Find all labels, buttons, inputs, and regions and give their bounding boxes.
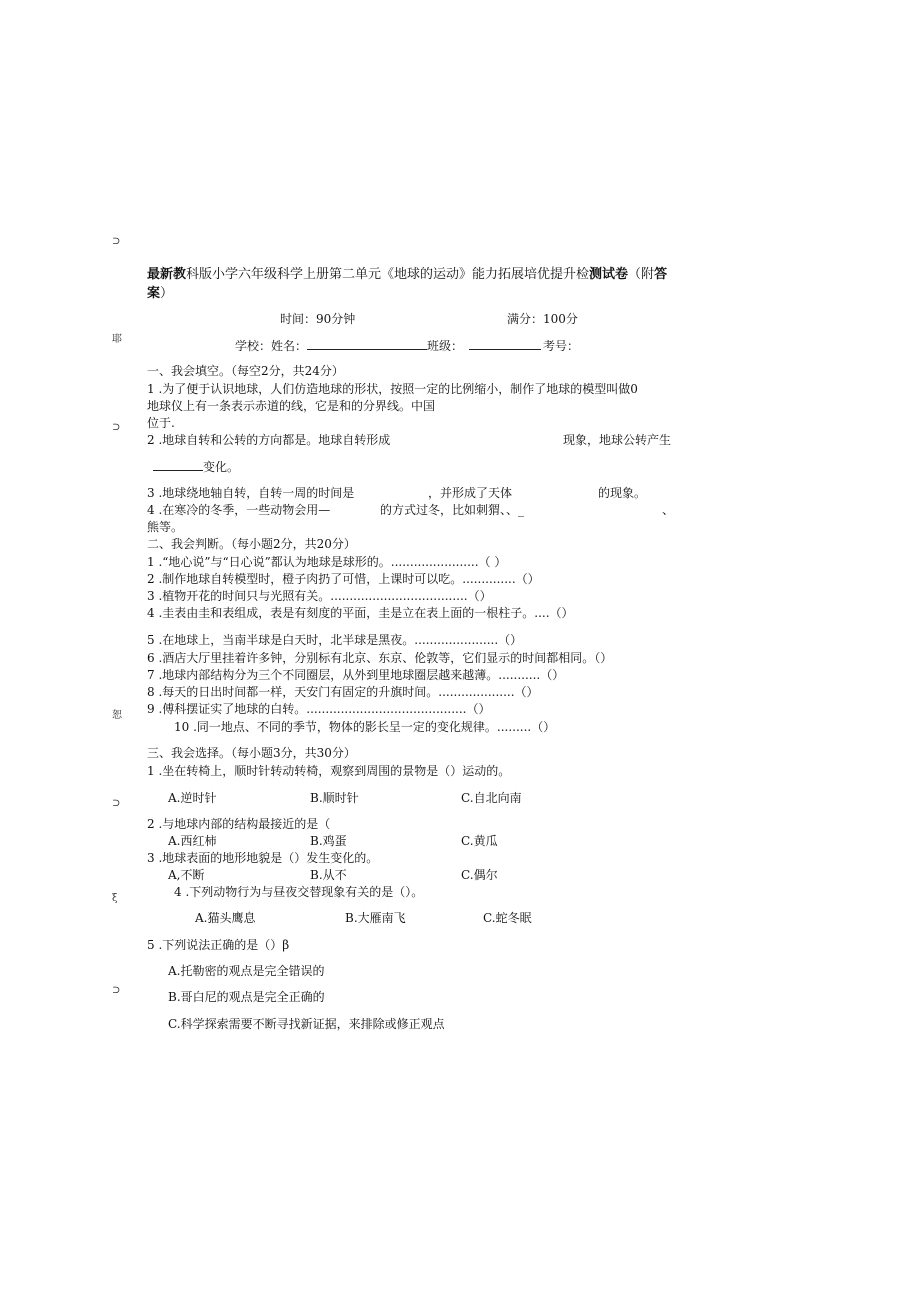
binding-mark: ⊃ xyxy=(112,422,121,433)
judge-item: 5 .在地球上，当南半球是白天时，北半球是黑夜。......................（） xyxy=(147,633,523,647)
judge-item: 10 .同一地点、不同的季节，物体的影长呈一定的变化规律。.........（） xyxy=(174,720,556,734)
fill-q1-line2: 地球仪上有一条表示赤道的线，它是和的分界线。中国 xyxy=(147,399,436,413)
judge-item: 8 .每天的日出时间都一样，天安门有固定的升旗时间。....................（） xyxy=(147,685,539,699)
binding-side-text: ξ xyxy=(112,893,118,904)
binding-side-text: 耶 xyxy=(112,334,122,345)
binding-side-text: 恕 xyxy=(112,710,122,721)
fill-q3-part-a: 3 .地球绕地轴自转，自转一周的时间是 xyxy=(147,486,355,500)
fill-q3-part-c: 的现象。 xyxy=(598,486,647,500)
fill-blank[interactable] xyxy=(153,458,203,471)
fill-q2-line2: 变化。 xyxy=(153,458,239,475)
choice-option: A,不断 xyxy=(168,868,205,882)
fill-q4-line2: 熊等。 xyxy=(147,520,184,534)
fill-q3-part-b: ，并形成了天体 xyxy=(428,486,513,500)
choice-option: A.猫头鹰息 xyxy=(195,911,256,925)
choice-q2: 2 .与地球内部的结构最接近的是（ xyxy=(147,817,331,831)
judge-item: 9 .傅科摆证实了地球的白转。..........................................（） xyxy=(147,702,491,716)
binding-mark: ⊃ xyxy=(112,236,121,247)
choice-option: B.鸡蛋 xyxy=(310,834,347,848)
exam-full-score: 满分：100分 xyxy=(507,312,578,326)
choice-q4: 4 .下列动物行为与昼夜交替现象有关的是（）。 xyxy=(174,885,424,899)
section2-heading: 二、我会判断。（每小题2分，共20分） xyxy=(147,537,356,551)
fill-q4-part-c: 、 xyxy=(662,503,675,517)
choice-q1: 1 .坐在转椅上，顺时针转动转椅，观察到周围的景物是（）运动的。 xyxy=(147,764,511,778)
choice-option: A.逆时针 xyxy=(168,791,217,805)
judge-item: 1 .“地心说”与“日心说”都认为地球是球形的。.......................（ ） xyxy=(147,555,507,569)
binding-mark: ⊃ xyxy=(112,798,121,809)
choice-option: C.科学探索需要不断寻找新证据，来排除或修正观点 xyxy=(168,1017,445,1031)
judge-item: 4 .圭表由圭和表组成，表是有刻度的平面，圭是立在表上面的一根柱子。....（） xyxy=(147,606,574,620)
judge-item: 2 .制作地球自转模型时，橙子肉扔了可惜，上课时可以吃。..............（） xyxy=(147,572,540,586)
fill-q1-line3: 位于. xyxy=(147,416,175,430)
choice-option: B.从不 xyxy=(310,868,347,882)
exam-time: 时间：90分钟 xyxy=(280,312,356,326)
judge-item: 3 .植物开花的时间只与光照有关。....................................（） xyxy=(147,589,492,603)
choice-q5: 5 .下列说法正确的是（）β xyxy=(147,938,290,952)
section1-heading: 一、我会填空。（每空2分，共24分） xyxy=(147,364,344,378)
choice-option: A.托勒密的观点是完全错误的 xyxy=(168,964,325,978)
choice-option: C.自北向南 xyxy=(461,791,522,805)
binding-mark: ⊃ xyxy=(112,985,121,996)
fill-q2-part-b: 现象，地球公转产生 xyxy=(563,433,672,447)
fill-q1-line1: 1 .为了便于认识地球，人们仿造地球的形状，按照一定的比例缩小，制作了地球的模型叫做0 xyxy=(147,382,638,396)
choice-q3: 3 .地球表面的地形地貌是（）发生变化的。 xyxy=(147,851,379,865)
choice-option: A.西红柿 xyxy=(168,834,217,848)
exam-title: 最新教科版小学六年级科学上册第二单元《地球的运动》能力拓展培优提升检测试卷（附答 案） xyxy=(147,267,668,301)
judge-item: 7 .地球内部结构分为三个不同圈层，从外到里地球圈层越来越薄。...........（） xyxy=(147,668,565,682)
student-info-line: 学校：姓名： 班级： 考号： xyxy=(235,339,580,353)
fill-q4-part-a: 4 .在寒冷的冬季，一些动物会用— xyxy=(147,503,331,517)
name-blank[interactable] xyxy=(307,337,427,350)
choice-option: C.黄瓜 xyxy=(461,834,498,848)
choice-option: C.偶尔 xyxy=(461,868,498,882)
choice-option: B.大雁南飞 xyxy=(345,911,406,925)
choice-option: B.顺时针 xyxy=(310,791,359,805)
choice-option: C.蛇冬眠 xyxy=(483,911,532,925)
fill-q2-part-a: 2 .地球自转和公转的方向都是。地球自转形成 xyxy=(147,433,391,447)
judge-item: 6 .酒店大厅里挂着许多钟，分别标有北京、东京、伦敦等，它们显示的时间都相同。（） xyxy=(147,651,613,665)
section3-heading: 三、我会选择。（每小题3分，共30分） xyxy=(147,746,356,760)
fill-q4-part-b: 的方式过冬，比如刺猬、、_ xyxy=(380,503,525,517)
class-blank[interactable] xyxy=(469,337,541,350)
choice-option: B.哥白尼的观点是完全正确的 xyxy=(168,990,325,1004)
